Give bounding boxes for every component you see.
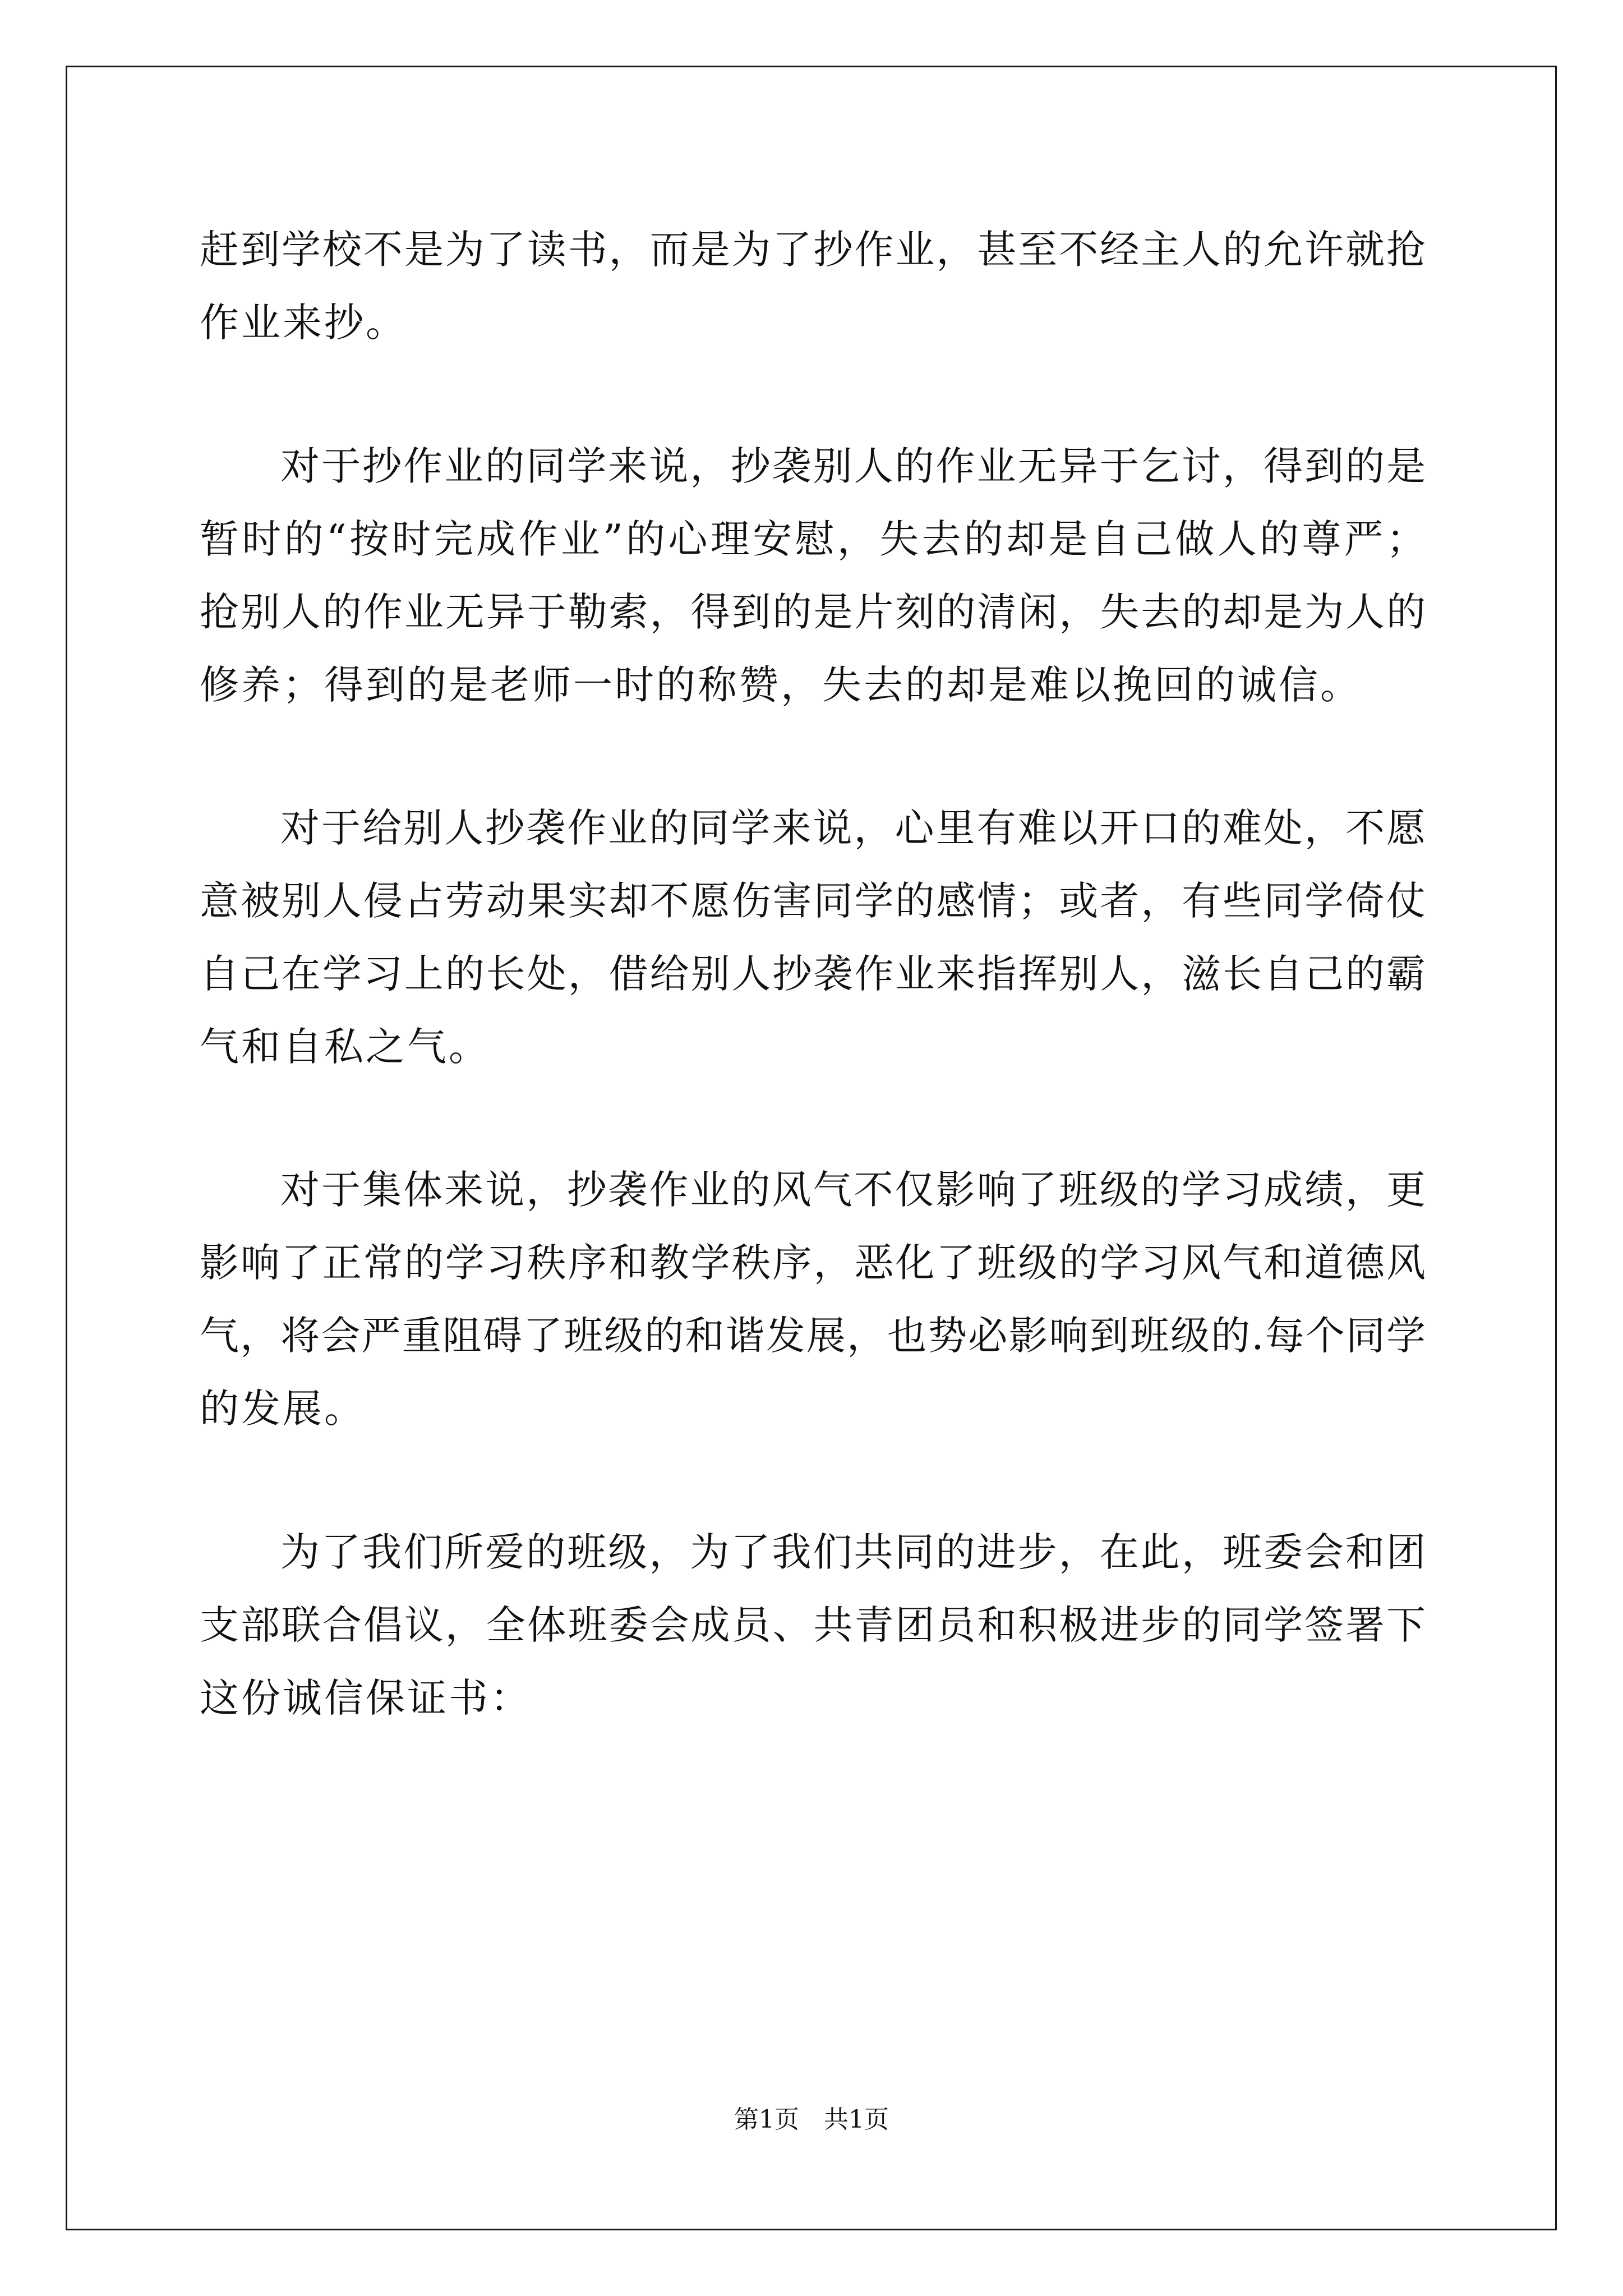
- text-line: 这份诚信保证书：: [200, 1675, 532, 1721]
- paragraph-first-line: 对于集体来说，抄袭作业的风气不仅影响了班级的学习成绩，更: [280, 1167, 1426, 1213]
- text-line: 抢别人的作业无异于勒索，得到的是片刻的清闲，失去的却是为人的: [200, 589, 1426, 635]
- text-line: 意被别人侵占劳动果实却不愿伤害同学的感情；或者，有些同学倚仗: [200, 878, 1426, 924]
- text-line: 的发展。: [200, 1386, 366, 1432]
- text-line: 作业来抄。: [200, 300, 407, 346]
- page-border: [66, 66, 1557, 2230]
- text-line: 支部联合倡议，全体班委会成员、共青团员和积极进步的同学签署下: [200, 1602, 1426, 1648]
- text-line: 暂时的“按时完成作业”的心理安慰，失去的却是自己做人的尊严；: [200, 516, 1426, 562]
- page-number: 第1页 共1页: [734, 2105, 889, 2134]
- text-line: 修养；得到的是老师一时的称赞，失去的却是难以挽回的诚信。: [200, 662, 1362, 708]
- paragraph-first-line: 对于抄作业的同学来说，抄袭别人的作业无异于乞讨，得到的是: [280, 443, 1426, 489]
- text-line: 影响了正常的学习秩序和教学秩序，恶化了班级的学习风气和道德风: [200, 1240, 1426, 1286]
- text-line: 自己在学习上的长处，借给别人抄袭作业来指挥别人，滋长自己的霸: [200, 951, 1426, 997]
- text-line: 赶到学校不是为了读书，而是为了抄作业，甚至不经主人的允许就抢: [200, 227, 1426, 273]
- paragraph-first-line: 对于给别人抄袭作业的同学来说，心里有难以开口的难处，不愿: [280, 805, 1426, 851]
- paragraph-first-line: 为了我们所爱的班级，为了我们共同的进步，在此，班委会和团: [280, 1529, 1426, 1575]
- text-line: 气，将会严重阻碍了班级的和谐发展，也势必影响到班级的.每个同学: [200, 1313, 1426, 1359]
- text-line: 气和自私之气。: [200, 1024, 490, 1070]
